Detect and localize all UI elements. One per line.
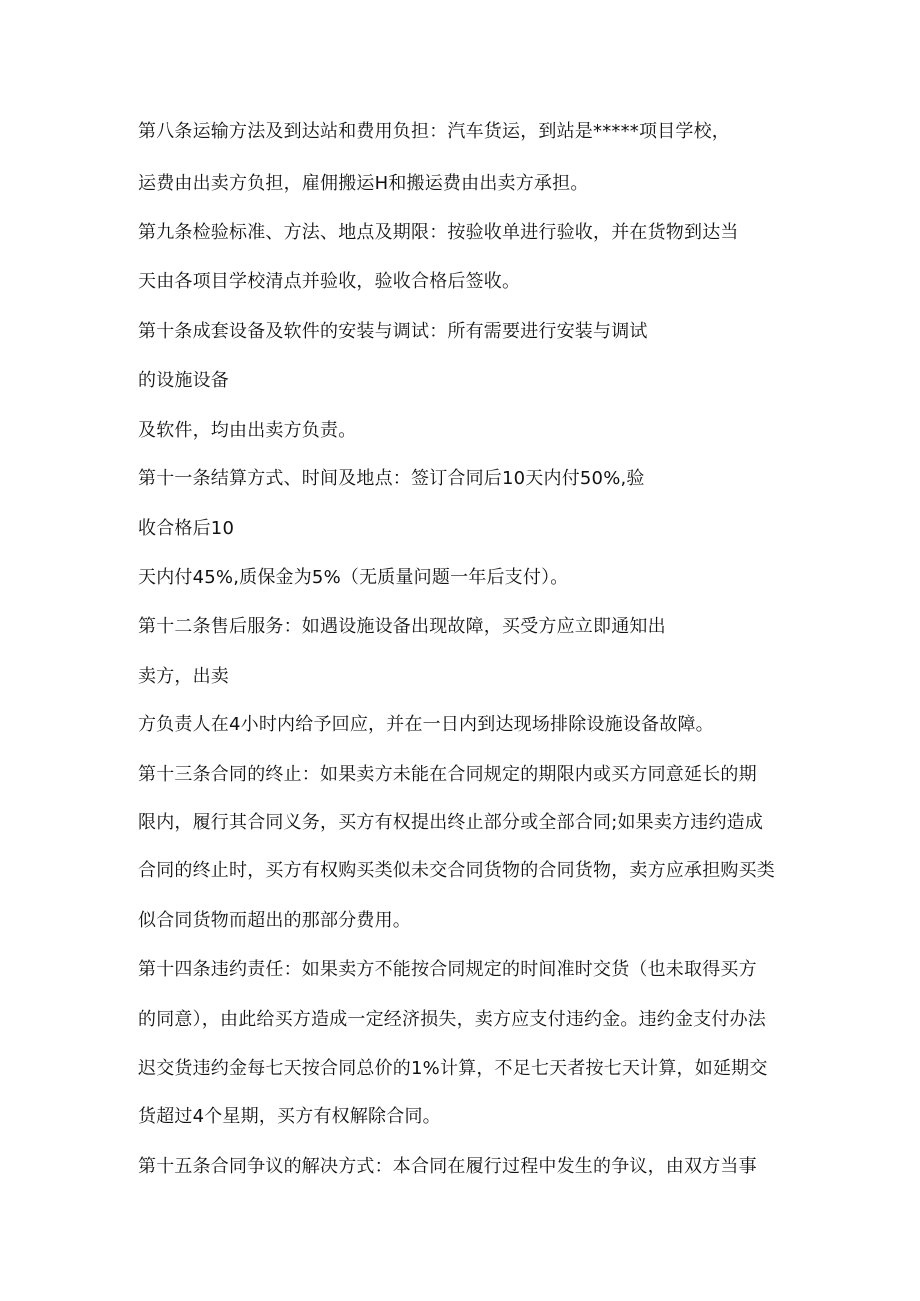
text-line: 货超过4个星期，买方有权解除合同。 <box>138 1106 441 1127</box>
text-line: 第十五条合同争议的解决方式：本合同在履行过程中发生的争议，由双方当事 <box>138 1156 757 1177</box>
text-line: 的设施设备 <box>138 370 229 391</box>
text-line: 运费由出卖方负担，雇佣搬运H和搬运费由出卖方承担。 <box>138 173 589 194</box>
text-line: 收合格后10 <box>138 518 235 539</box>
text-line: 迟交货违约金每七天按合同总价的1%计算，不足七天者按七天计算，如延期交 <box>138 1058 768 1079</box>
text-line: 卖方，出卖 <box>138 666 229 687</box>
text-line: 第九条检验标准、方法、地点及期限：按验收单进行验收，并在货物到达当 <box>138 222 739 243</box>
text-line: 天由各项目学校清点并验收，验收合格后签收。 <box>138 271 521 292</box>
text-line: 的同意），由此给买方造成一定经济损失，卖方应支付违约金。违约金支付办法 <box>138 1009 766 1030</box>
text-line: 第十一条结算方式、时间及地点：签订合同后10天内付50%,验 <box>138 468 645 489</box>
text-line: 第十三条合同的终止：如果卖方未能在合同规定的期限内或买方同意延长的期 <box>138 764 757 785</box>
text-line: 合同的终止时，买方有权购买类似未交合同货物的合同货物，卖方应承担购买类 <box>138 860 775 881</box>
text-line: 第八条运输方法及到达站和费用负担：汽车货运，到站是*****项目学校， <box>138 121 730 142</box>
text-line: 天内付45%,质保金为5%（无质量问题一年后支付）。 <box>138 567 569 588</box>
text-line: 限内，履行其合同义务，买方有权提出终止部分或全部合同;如果卖方违约造成 <box>138 812 764 833</box>
text-line: 第十条成套设备及软件的安装与调试：所有需要进行安装与调试 <box>138 321 648 342</box>
text-line: 第十二条售后服务：如遇设施设备出现故障，买受方应立即通知出 <box>138 616 666 637</box>
text-line: 似合同货物而超出的那部分费用。 <box>138 910 411 931</box>
text-line: 第十四条违约责任：如果卖方不能按合同规定的时间准时交货（也未取得买方 <box>138 959 757 980</box>
text-line: 方负责人在4小时内给予回应，并在一日内到达现场排除设施设备故障。 <box>138 714 714 735</box>
text-line: 及软件，均由出卖方负责。 <box>138 420 357 441</box>
